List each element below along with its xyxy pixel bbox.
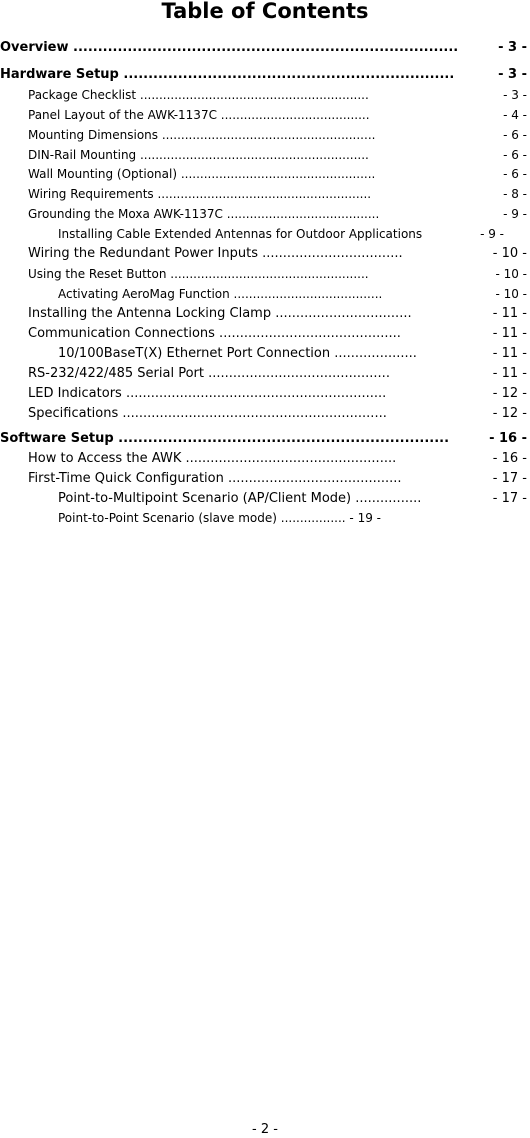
toc-entry-label: Grounding the Moxa AWK-1137C ........................................ [28, 207, 380, 221]
toc-entry-page: - 6 - [503, 148, 527, 162]
toc-entry-page: - 17 - [492, 471, 527, 486]
toc-entry-overview[interactable] [0, 38, 530, 58]
toc-entry-din-rail-mounting[interactable] [0, 145, 530, 165]
toc-entry-label: Wall Mounting (Optional) ................................................... [28, 167, 376, 181]
toc-entry-label: Mounting Dimensions ........................................................ [28, 128, 376, 142]
toc-entry-led-indicators[interactable] [0, 384, 530, 404]
toc-entry-point-to-multipoint[interactable] [0, 489, 530, 509]
toc-entry-label: Hardware Setup ................................................................... [0, 67, 455, 82]
toc-entry-communication-connections[interactable] [0, 324, 530, 344]
page-title: Table of Contents [161, 0, 369, 23]
toc-entry-antenna-clamp[interactable] [0, 304, 530, 324]
toc-entry-label: Communication Connections ............................................ [28, 326, 401, 341]
toc-entry-label: DIN-Rail Mounting ............................................................ [28, 148, 369, 162]
toc-entry-page: - 10 - [492, 246, 527, 261]
toc-entry-reset-button[interactable] [0, 264, 530, 284]
toc-entry-page: - 9 - [503, 207, 527, 221]
toc-entry-page: - 6 - [503, 128, 527, 142]
toc-entry-label: Installing the Antenna Locking Clamp ................................. [28, 306, 412, 321]
toc-entry-label: Activating AeroMag Function ....................................... [58, 287, 383, 301]
toc-entry-page: - 3 - [503, 88, 527, 102]
toc-entry-panel-layout[interactable] [0, 105, 530, 125]
toc-entry-label: Wiring Requirements ........................................................ [28, 187, 372, 201]
toc-entry-label: RS-232/422/485 Serial Port ............................................ [28, 366, 390, 381]
toc-entry-redundant-power[interactable] [0, 244, 530, 264]
toc-entry-software-setup[interactable] [0, 429, 530, 449]
toc-entry-quick-configuration[interactable] [0, 469, 530, 489]
toc-entry-wiring-requirements[interactable] [0, 184, 530, 204]
toc-entry-page: - 6 - [503, 167, 527, 181]
toc-entry-point-to-point[interactable] [0, 508, 530, 528]
toc-entry-label: Point-to-Point Scenario (slave mode) ................. - 19 - [58, 511, 381, 525]
toc-entry-label: 10/100BaseT(X) Ethernet Port Connection .................... [58, 346, 417, 361]
toc-entry-label: Point-to-Multipoint Scenario (AP/Client Mode) ................ [58, 491, 422, 506]
toc-entry-ethernet-port[interactable] [0, 344, 530, 364]
toc-entry-specifications[interactable] [0, 404, 530, 424]
toc-entry-page: - 9 - [480, 227, 504, 241]
toc-entry-page: - 12 - [492, 386, 527, 401]
toc-entry-label: Wiring the Redundant Power Inputs .................................. [28, 246, 403, 261]
toc-entry-page: - 3 - [498, 40, 527, 55]
page-number: - 2 - [252, 1122, 278, 1137]
toc-entry-page: - 10 - [495, 267, 527, 281]
toc-entry-label: Panel Layout of the AWK-1137C ....................................... [28, 108, 370, 122]
toc-entry-page: - 4 - [503, 108, 527, 122]
toc-entry-aeromag[interactable] [0, 284, 530, 304]
toc-entry-page: - 11 - [492, 366, 527, 381]
toc-entry-page: - 16 - [492, 451, 527, 466]
toc-entry-label: Installing Cable Extended Antennas for Outdoor Applications [58, 227, 423, 241]
toc-entry-package-checklist[interactable] [0, 85, 530, 105]
toc-entry-grounding[interactable] [0, 204, 530, 224]
toc-entry-page: - 11 - [492, 346, 527, 361]
toc-entry-label: Specifications ................................................................ [28, 406, 387, 421]
toc-entry-label: Software Setup ................................................................... [0, 431, 450, 446]
toc-entry-cable-antennas[interactable] [0, 224, 530, 244]
toc-entry-label: Using the Reset Button .................................................... [28, 267, 369, 281]
toc-entry-page: - 11 - [492, 326, 527, 341]
toc-entry-wall-mounting[interactable] [0, 164, 530, 184]
toc-entry-page: - 17 - [492, 491, 527, 506]
toc-entry-page: - 10 - [495, 287, 527, 301]
toc-entry-label: Package Checklist ............................................................ [28, 88, 369, 102]
toc-entry-serial-port[interactable] [0, 364, 530, 384]
toc-entry-label: LED Indicators ............................................................... [28, 386, 387, 401]
toc-entry-hardware-setup[interactable] [0, 65, 530, 85]
toc-entry-label: How to Access the AWK ................................................... [28, 451, 397, 466]
toc-entry-label: Overview .............................................................................. [0, 40, 459, 55]
toc-entry-page: - 8 - [503, 187, 527, 201]
toc-entry-page: - 16 - [489, 431, 527, 446]
toc-entry-page: - 3 - [498, 67, 527, 82]
toc-entry-label: First-Time Quick Configuration .......................................... [28, 471, 402, 486]
toc-entry-access-awk[interactable] [0, 449, 530, 469]
toc-entry-page: - 12 - [492, 406, 527, 421]
toc-entry-mounting-dimensions[interactable] [0, 125, 530, 145]
toc-entry-page: - 11 - [492, 306, 527, 321]
